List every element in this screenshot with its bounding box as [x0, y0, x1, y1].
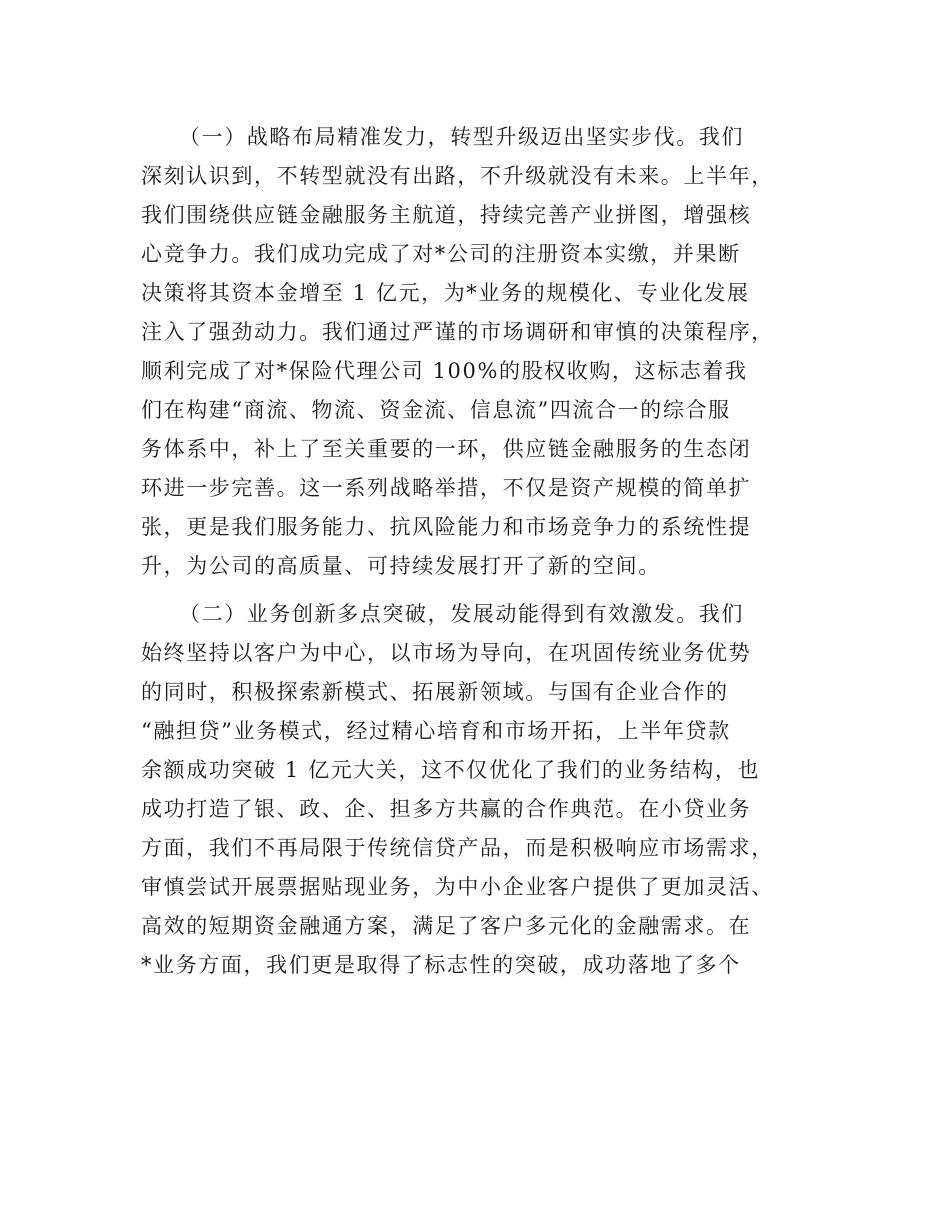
paragraph-line: 心竞争力。我们成功完成了对*公司的注册资本实缴，并果断: [141, 242, 741, 266]
paragraph-line: （一）战略布局精准发力，转型升级迈出坚实步伐。我们: [179, 125, 744, 149]
paragraph-line: 审慎尝试开展票据贴现业务，为中小企业客户提供了更加灵活、: [141, 875, 774, 899]
paragraph-line: 环进一步完善。这一系列战略举措，不仅是资产规模的简单扩: [141, 476, 752, 500]
paragraph-line: 注入了强劲动力。我们通过严谨的市场调研和审慎的决策程序，: [141, 320, 774, 344]
paragraph-line: 余额成功突破 1 亿元大关，这不仅优化了我们的业务结构，也: [141, 758, 761, 782]
document-body: [141, 118, 811, 985]
paragraph-line: 决策将其资本金增至 1 亿元，为*业务的规模化、专业化发展: [141, 281, 750, 305]
paragraph-line: 我们围绕供应链金融服务主航道，持续完善产业拼图，增强核: [141, 203, 752, 227]
paragraph-line: *业务方面，我们更是取得了标志性的突破，成功落地了多个: [141, 953, 741, 977]
paragraph-line: “融担贷”业务模式，经过精心培育和市场开拓，上半年贷款: [141, 719, 731, 743]
paragraph-line: 顺利完成了对*保险代理公司 100%的股权收购，这标志着我: [141, 359, 748, 383]
paragraph-line: 始终坚持以客户为中心，以市场为导向，在巩固传统业务优势: [141, 641, 752, 665]
paragraph-line: 方面，我们不再局限于传统信贷产品，而是积极响应市场需求，: [141, 836, 774, 860]
paragraph-business-innovation: [141, 595, 811, 985]
paragraph-line: 务体系中，补上了至关重要的一环，供应链金融服务的生态闭: [141, 437, 752, 461]
paragraph-line: 的同时，积极探索新模式、拓展新领域。与国有企业合作的: [141, 680, 729, 704]
paragraph-line: 升，为公司的高质量、可持续发展打开了新的空间。: [141, 554, 661, 578]
paragraph-line: 深刻认识到，不转型就没有出路，不升级就没有未来。上半年，: [141, 164, 774, 188]
paragraph-line: 成功打造了银、政、企、担多方共赢的合作典范。在小贷业务: [141, 797, 752, 821]
paragraph-line: 高效的短期资金融通方案，满足了客户多元化的金融需求。在: [141, 914, 752, 938]
paragraph-strategic-layout: [141, 118, 811, 586]
paragraph-line: （二）业务创新多点突破，发展动能得到有效激发。我们: [179, 602, 744, 626]
paragraph-line: 们在构建“商流、物流、资金流、信息流”四流合一的综合服: [141, 398, 731, 422]
paragraph-line: 张，更是我们服务能力、抗风险能力和市场竞争力的系统性提: [141, 515, 752, 539]
